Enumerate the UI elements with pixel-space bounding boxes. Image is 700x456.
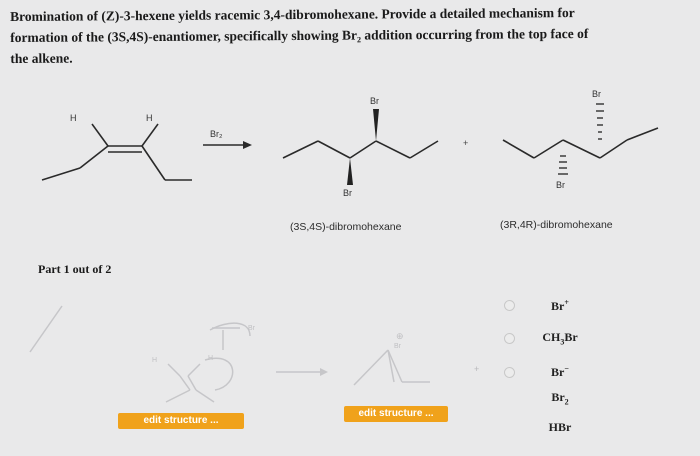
wedge-bond-top	[373, 109, 379, 141]
product1-br-top: Br	[370, 96, 379, 106]
wedge-bond-bottom	[347, 158, 353, 185]
canvas-h-left: H	[152, 357, 158, 364]
bromonium-br: Br	[394, 343, 401, 350]
canvas-plus: +	[474, 364, 480, 374]
plus-sign: +	[463, 138, 469, 148]
reagent-bromide-anion[interactable]: Br−	[551, 364, 569, 379]
question-line-3: the alkene.	[10, 50, 73, 66]
radio-ch3br[interactable]	[504, 333, 515, 344]
reagent-br2-label: Br₂	[210, 129, 223, 139]
product2-name: (3R,4R)-dibromohexane	[500, 219, 613, 231]
question-line-2: formation of the (3S,4S)-enantiomer, specifically showing Br₂ addition occurring from the top face of	[10, 25, 589, 45]
z-3-hexene-structure	[42, 124, 192, 180]
question-line-1: Bromination of (Z)-3-hexene yields racemic 3,4-dibromohexane. Provide a detailed mechanism for	[10, 5, 575, 24]
product-3s4s-structure	[283, 141, 438, 158]
product1-name: (3S,4S)-dibromohexane	[290, 221, 402, 233]
product1-br-bottom: Br	[343, 188, 352, 198]
hash-bond-top	[596, 104, 604, 139]
bromonium-ion-structure	[354, 350, 430, 385]
part-label: Part 1 out of 2	[38, 262, 112, 276]
reagent-bromine[interactable]: $Br_2$	[551, 390, 569, 407]
edit-structure-button-1[interactable]: edit structure ...	[118, 413, 244, 429]
alkene-h-left: H	[70, 113, 77, 123]
alkene-h-right: H	[146, 113, 153, 123]
canvas-arrow	[276, 368, 328, 376]
hash-bond-bottom	[558, 156, 568, 174]
product2-br-bottom: Br	[556, 180, 565, 190]
radio-br-minus[interactable]	[504, 367, 515, 378]
product-3r4r-structure	[503, 128, 658, 158]
reaction-arrow	[203, 141, 252, 149]
charge-icon: ⊕	[396, 331, 404, 341]
edit-structure-button-2[interactable]: edit structure ...	[344, 406, 448, 422]
reagent-br-cation[interactable]: Br+	[551, 298, 569, 313]
reagent-hbr[interactable]: HBr	[548, 420, 572, 434]
canvas-br-dash: Br	[248, 325, 255, 332]
canvas-h-right: H	[208, 355, 214, 362]
product2-br-top: Br	[592, 89, 601, 99]
canvas-alkene-structure	[30, 306, 250, 402]
reagent-methyl-bromide[interactable]: $CH_3Br$	[542, 330, 578, 347]
radio-br-plus[interactable]	[504, 300, 515, 311]
mechanism-canvas[interactable]	[0, 290, 500, 450]
